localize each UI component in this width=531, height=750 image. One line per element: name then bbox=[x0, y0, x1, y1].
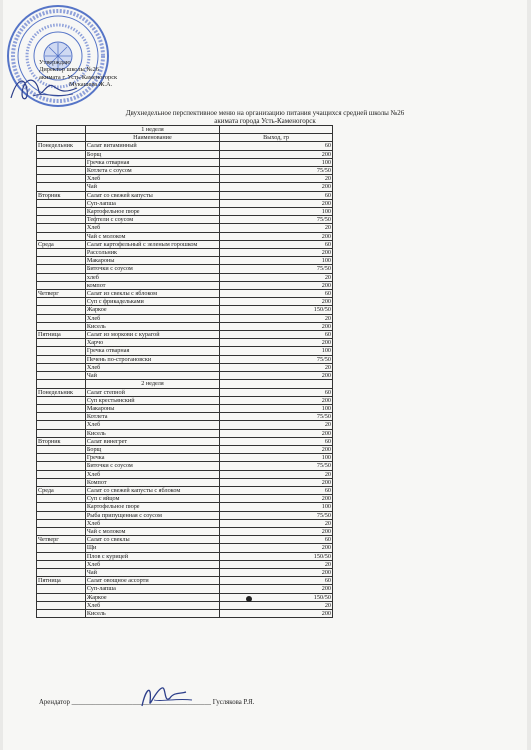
grams-cell: 75/50 bbox=[220, 167, 333, 175]
grams-cell: 100 bbox=[220, 158, 333, 166]
day-cell bbox=[37, 249, 86, 257]
day-cell bbox=[37, 232, 86, 240]
dish-cell: Гречка bbox=[85, 454, 219, 462]
dish-cell: Хлеб bbox=[85, 175, 219, 183]
day-cell bbox=[37, 224, 86, 232]
grams-cell: 60 bbox=[220, 290, 333, 298]
grams-cell: 60 bbox=[220, 536, 333, 544]
dish-cell: Чай с молоком bbox=[85, 232, 219, 240]
grams-cell: 20 bbox=[220, 470, 333, 478]
dish-cell: Чай bbox=[85, 568, 219, 576]
grams-cell: 200 bbox=[220, 249, 333, 257]
dish-cell: Салат со свежей капусты bbox=[85, 191, 219, 199]
menu-row bbox=[37, 388, 333, 396]
menu-row bbox=[37, 208, 333, 216]
dish-cell: Салат из моркови с курагой bbox=[85, 331, 219, 339]
grams-cell: 200 bbox=[220, 495, 333, 503]
dish-cell: компот bbox=[85, 281, 219, 289]
dish-cell: Тефтели с соусом bbox=[85, 216, 219, 224]
menu-row bbox=[37, 568, 333, 576]
menu-row bbox=[37, 216, 333, 224]
day-cell bbox=[37, 609, 86, 617]
dish-cell: Салат со свеклы bbox=[85, 536, 219, 544]
menu-table-body bbox=[37, 126, 333, 618]
header-day-blank bbox=[37, 134, 86, 142]
day-cell bbox=[37, 273, 86, 281]
dish-cell: Жаркое bbox=[85, 306, 219, 314]
grams-cell: 100 bbox=[220, 208, 333, 216]
week-day-blank bbox=[37, 380, 86, 388]
day-cell bbox=[37, 568, 86, 576]
menu-row bbox=[37, 593, 333, 601]
week-label-row bbox=[37, 380, 333, 388]
header-output: Выход, гр bbox=[220, 134, 333, 142]
day-cell bbox=[37, 462, 86, 470]
grams-cell: 20 bbox=[220, 314, 333, 322]
menu-row bbox=[37, 445, 333, 453]
grams-cell: 200 bbox=[220, 478, 333, 486]
day-cell bbox=[37, 281, 86, 289]
day-cell bbox=[37, 339, 86, 347]
day-cell: Вторник bbox=[37, 437, 86, 445]
dish-cell: Хлеб bbox=[85, 363, 219, 371]
grams-cell: 200 bbox=[220, 372, 333, 380]
day-cell bbox=[37, 560, 86, 568]
menu-row bbox=[37, 142, 333, 150]
day-cell: Четверг bbox=[37, 536, 86, 544]
dish-cell: Кисель bbox=[85, 429, 219, 437]
menu-table bbox=[36, 125, 333, 618]
grams-cell: 200 bbox=[220, 339, 333, 347]
dish-cell: Суп крестьянский bbox=[85, 396, 219, 404]
dish-cell: Котлета с соусом bbox=[85, 167, 219, 175]
day-cell bbox=[37, 306, 86, 314]
dish-cell: Чай bbox=[85, 183, 219, 191]
menu-row bbox=[37, 577, 333, 585]
day-cell bbox=[37, 298, 86, 306]
grams-cell: 200 bbox=[220, 568, 333, 576]
week-out-blank bbox=[220, 380, 333, 388]
dish-cell: Суп с яйцом bbox=[85, 495, 219, 503]
day-cell bbox=[37, 593, 86, 601]
day-cell bbox=[37, 503, 86, 511]
grams-cell: 75/50 bbox=[220, 216, 333, 224]
dish-cell: Чай с молоком bbox=[85, 527, 219, 535]
menu-row bbox=[37, 404, 333, 412]
day-cell bbox=[37, 183, 86, 191]
dish-cell: Чай bbox=[85, 372, 219, 380]
dish-cell: Гречка отварная bbox=[85, 158, 219, 166]
day-cell bbox=[37, 544, 86, 552]
grams-cell: 60 bbox=[220, 388, 333, 396]
grams-cell: 200 bbox=[220, 199, 333, 207]
grams-cell: 200 bbox=[220, 585, 333, 593]
tenant-name: Гуслякова Р.Я. bbox=[212, 699, 255, 706]
dish-cell: Печень по-строгановски bbox=[85, 355, 219, 363]
dish-cell: Хлеб bbox=[85, 601, 219, 609]
dish-cell: Хлеб bbox=[85, 519, 219, 527]
dish-cell: Салат со свежей капусты с яблоком bbox=[85, 486, 219, 494]
column-header-row bbox=[37, 134, 333, 142]
grams-cell: 200 bbox=[220, 281, 333, 289]
dish-cell: Щи bbox=[85, 544, 219, 552]
day-cell bbox=[37, 314, 86, 322]
grams-cell: 20 bbox=[220, 421, 333, 429]
dish-cell: Кисель bbox=[85, 322, 219, 330]
menu-row bbox=[37, 585, 333, 593]
grams-cell: 60 bbox=[220, 331, 333, 339]
menu-row bbox=[37, 314, 333, 322]
dish-cell: Котлета bbox=[85, 413, 219, 421]
menu-row bbox=[37, 421, 333, 429]
grams-cell: 20 bbox=[220, 601, 333, 609]
grams-cell: 20 bbox=[220, 519, 333, 527]
grams-cell: 20 bbox=[220, 224, 333, 232]
day-cell bbox=[37, 527, 86, 535]
menu-row bbox=[37, 462, 333, 470]
day-cell: Вторник bbox=[37, 191, 86, 199]
day-cell bbox=[37, 265, 86, 273]
menu-row bbox=[37, 347, 333, 355]
day-cell bbox=[37, 454, 86, 462]
document-page bbox=[3, 0, 527, 750]
grams-cell: 75/50 bbox=[220, 413, 333, 421]
grams-cell: 100 bbox=[220, 454, 333, 462]
dish-cell: Биточки с соусом bbox=[85, 462, 219, 470]
dish-cell: Салат степной bbox=[85, 388, 219, 396]
menu-row bbox=[37, 454, 333, 462]
week-label: 2 неделя bbox=[85, 380, 219, 388]
grams-cell: 100 bbox=[220, 347, 333, 355]
dish-cell: Хлеб bbox=[85, 314, 219, 322]
menu-row bbox=[37, 322, 333, 330]
dish-cell: Жаркое bbox=[85, 593, 219, 601]
day-cell bbox=[37, 445, 86, 453]
week-out-blank bbox=[220, 126, 333, 134]
menu-row bbox=[37, 560, 333, 568]
dish-cell: Биточки с соусом bbox=[85, 265, 219, 273]
day-cell bbox=[37, 495, 86, 503]
dish-cell: Борщ bbox=[85, 445, 219, 453]
menu-row bbox=[37, 478, 333, 486]
grams-cell: 200 bbox=[220, 396, 333, 404]
day-cell: Среда bbox=[37, 486, 86, 494]
director-signature bbox=[7, 68, 93, 108]
menu-row bbox=[37, 495, 333, 503]
day-cell bbox=[37, 372, 86, 380]
dish-cell: Салат картофельный с зеленым горошком bbox=[85, 240, 219, 248]
approval-name: Мукашева Ж.А. bbox=[69, 80, 113, 88]
dish-cell: Картофельное пюре bbox=[85, 503, 219, 511]
dish-cell: Харчо bbox=[85, 339, 219, 347]
menu-row bbox=[37, 224, 333, 232]
dish-cell: Макароны bbox=[85, 257, 219, 265]
menu-row bbox=[37, 298, 333, 306]
dish-cell: Салат из свеклы с яблоком bbox=[85, 290, 219, 298]
dish-cell: хлеб bbox=[85, 273, 219, 281]
menu-row bbox=[37, 273, 333, 281]
menu-row bbox=[37, 183, 333, 191]
menu-row bbox=[37, 552, 333, 560]
document-subtitle: акимата города Усть-Каменогорск bbox=[214, 117, 316, 125]
day-cell: Понедельник bbox=[37, 388, 86, 396]
grams-cell: 60 bbox=[220, 577, 333, 585]
menu-row bbox=[37, 306, 333, 314]
menu-row bbox=[37, 519, 333, 527]
day-cell bbox=[37, 519, 86, 527]
day-cell bbox=[37, 257, 86, 265]
grams-cell: 150/50 bbox=[220, 306, 333, 314]
menu-row bbox=[37, 331, 333, 339]
header-name: Наименование bbox=[85, 134, 219, 142]
day-cell bbox=[37, 355, 86, 363]
dish-cell: Гречка отварная bbox=[85, 347, 219, 355]
menu-row bbox=[37, 265, 333, 273]
week-day-blank bbox=[37, 126, 86, 134]
day-cell bbox=[37, 347, 86, 355]
menu-row bbox=[37, 601, 333, 609]
day-cell bbox=[37, 167, 86, 175]
day-cell: Среда bbox=[37, 240, 86, 248]
menu-row bbox=[37, 158, 333, 166]
menu-row bbox=[37, 290, 333, 298]
dish-cell: Рассольник bbox=[85, 249, 219, 257]
document-title: Двухнедельное перспективное меню на организацию питания учащихся средней школы №26 bbox=[125, 109, 405, 117]
day-cell bbox=[37, 158, 86, 166]
grams-cell: 200 bbox=[220, 322, 333, 330]
approval-org: акимата г. Усть-Каменогорск bbox=[39, 73, 118, 81]
dish-cell: Кисель bbox=[85, 609, 219, 617]
dish-cell: Картофельное пюре bbox=[85, 208, 219, 216]
day-cell bbox=[37, 601, 86, 609]
grams-cell: 100 bbox=[220, 404, 333, 412]
tenant-signature bbox=[136, 680, 196, 712]
menu-row bbox=[37, 355, 333, 363]
day-cell bbox=[37, 413, 86, 421]
menu-row bbox=[37, 191, 333, 199]
week-label-row bbox=[37, 126, 333, 134]
grams-cell: 100 bbox=[220, 257, 333, 265]
grams-cell: 60 bbox=[220, 191, 333, 199]
menu-row bbox=[37, 150, 333, 158]
menu-row bbox=[37, 240, 333, 248]
menu-row bbox=[37, 536, 333, 544]
dish-cell: Рыба припущенная с соусом bbox=[85, 511, 219, 519]
signature-underline: _________________________________________ bbox=[71, 699, 211, 706]
grams-cell: 60 bbox=[220, 240, 333, 248]
menu-row bbox=[37, 167, 333, 175]
day-cell bbox=[37, 150, 86, 158]
grams-cell: 75/50 bbox=[220, 355, 333, 363]
dish-cell: Хлеб bbox=[85, 224, 219, 232]
tenant-label: Арендатор bbox=[39, 699, 70, 706]
menu-row bbox=[37, 544, 333, 552]
menu-row bbox=[37, 527, 333, 535]
week-label: 1 неделя bbox=[85, 126, 219, 134]
day-cell bbox=[37, 511, 86, 519]
dish-cell: Салат винегрет bbox=[85, 437, 219, 445]
menu-row bbox=[37, 511, 333, 519]
day-cell: Четверг bbox=[37, 290, 86, 298]
dish-cell: Суп-лапша bbox=[85, 585, 219, 593]
day-cell bbox=[37, 429, 86, 437]
dish-cell: Макароны bbox=[85, 404, 219, 412]
grams-cell: 20 bbox=[220, 175, 333, 183]
day-cell bbox=[37, 322, 86, 330]
grams-cell: 200 bbox=[220, 183, 333, 191]
dish-cell: Салат овощное ассорти bbox=[85, 577, 219, 585]
dish-cell: Хлеб bbox=[85, 470, 219, 478]
day-cell bbox=[37, 363, 86, 371]
day-cell: Понедельник bbox=[37, 142, 86, 150]
day-cell bbox=[37, 175, 86, 183]
grams-cell: 20 bbox=[220, 273, 333, 281]
grams-cell: 200 bbox=[220, 232, 333, 240]
menu-row bbox=[37, 503, 333, 511]
grams-cell: 60 bbox=[220, 437, 333, 445]
day-cell bbox=[37, 208, 86, 216]
day-cell bbox=[37, 421, 86, 429]
day-cell bbox=[37, 470, 86, 478]
menu-row bbox=[37, 437, 333, 445]
menu-row bbox=[37, 363, 333, 371]
menu-row bbox=[37, 470, 333, 478]
grams-cell: 60 bbox=[220, 486, 333, 494]
grams-cell: 200 bbox=[220, 609, 333, 617]
menu-row bbox=[37, 429, 333, 437]
menu-row bbox=[37, 249, 333, 257]
day-cell bbox=[37, 199, 86, 207]
grams-cell: 150/50 bbox=[220, 552, 333, 560]
grams-cell: 150/50 bbox=[220, 593, 333, 601]
grams-cell: 75/50 bbox=[220, 265, 333, 273]
ink-blot bbox=[246, 596, 252, 602]
menu-row bbox=[37, 257, 333, 265]
grams-cell: 200 bbox=[220, 429, 333, 437]
dish-cell: Суп-лапша bbox=[85, 199, 219, 207]
day-cell bbox=[37, 396, 86, 404]
approval-position: Директор школы №26 bbox=[39, 66, 99, 74]
approval-title: Утверждаю bbox=[39, 59, 71, 66]
dish-cell: Салат витаминный bbox=[85, 142, 219, 150]
dish-cell: Плов с курицей bbox=[85, 552, 219, 560]
menu-row bbox=[37, 281, 333, 289]
day-cell bbox=[37, 552, 86, 560]
dish-cell: Хлеб bbox=[85, 560, 219, 568]
dish-cell: Компот bbox=[85, 478, 219, 486]
day-cell bbox=[37, 585, 86, 593]
grams-cell: 200 bbox=[220, 527, 333, 535]
dish-cell: Хлеб bbox=[85, 421, 219, 429]
dish-cell: Суп с фрикадельками bbox=[85, 298, 219, 306]
menu-row bbox=[37, 199, 333, 207]
grams-cell: 60 bbox=[220, 142, 333, 150]
grams-cell: 200 bbox=[220, 150, 333, 158]
menu-row bbox=[37, 339, 333, 347]
menu-row bbox=[37, 486, 333, 494]
menu-row bbox=[37, 372, 333, 380]
day-cell: Пятница bbox=[37, 331, 86, 339]
day-cell: Пятница bbox=[37, 577, 86, 585]
grams-cell: 100 bbox=[220, 503, 333, 511]
day-cell bbox=[37, 404, 86, 412]
menu-row bbox=[37, 396, 333, 404]
grams-cell: 75/50 bbox=[220, 511, 333, 519]
grams-cell: 200 bbox=[220, 298, 333, 306]
menu-row bbox=[37, 609, 333, 617]
grams-cell: 20 bbox=[220, 560, 333, 568]
menu-row bbox=[37, 232, 333, 240]
day-cell bbox=[37, 478, 86, 486]
dish-cell: Борщ bbox=[85, 150, 219, 158]
menu-row bbox=[37, 413, 333, 421]
grams-cell: 20 bbox=[220, 363, 333, 371]
menu-row bbox=[37, 175, 333, 183]
day-cell bbox=[37, 216, 86, 224]
grams-cell: 75/50 bbox=[220, 462, 333, 470]
grams-cell: 200 bbox=[220, 445, 333, 453]
grams-cell: 200 bbox=[220, 544, 333, 552]
